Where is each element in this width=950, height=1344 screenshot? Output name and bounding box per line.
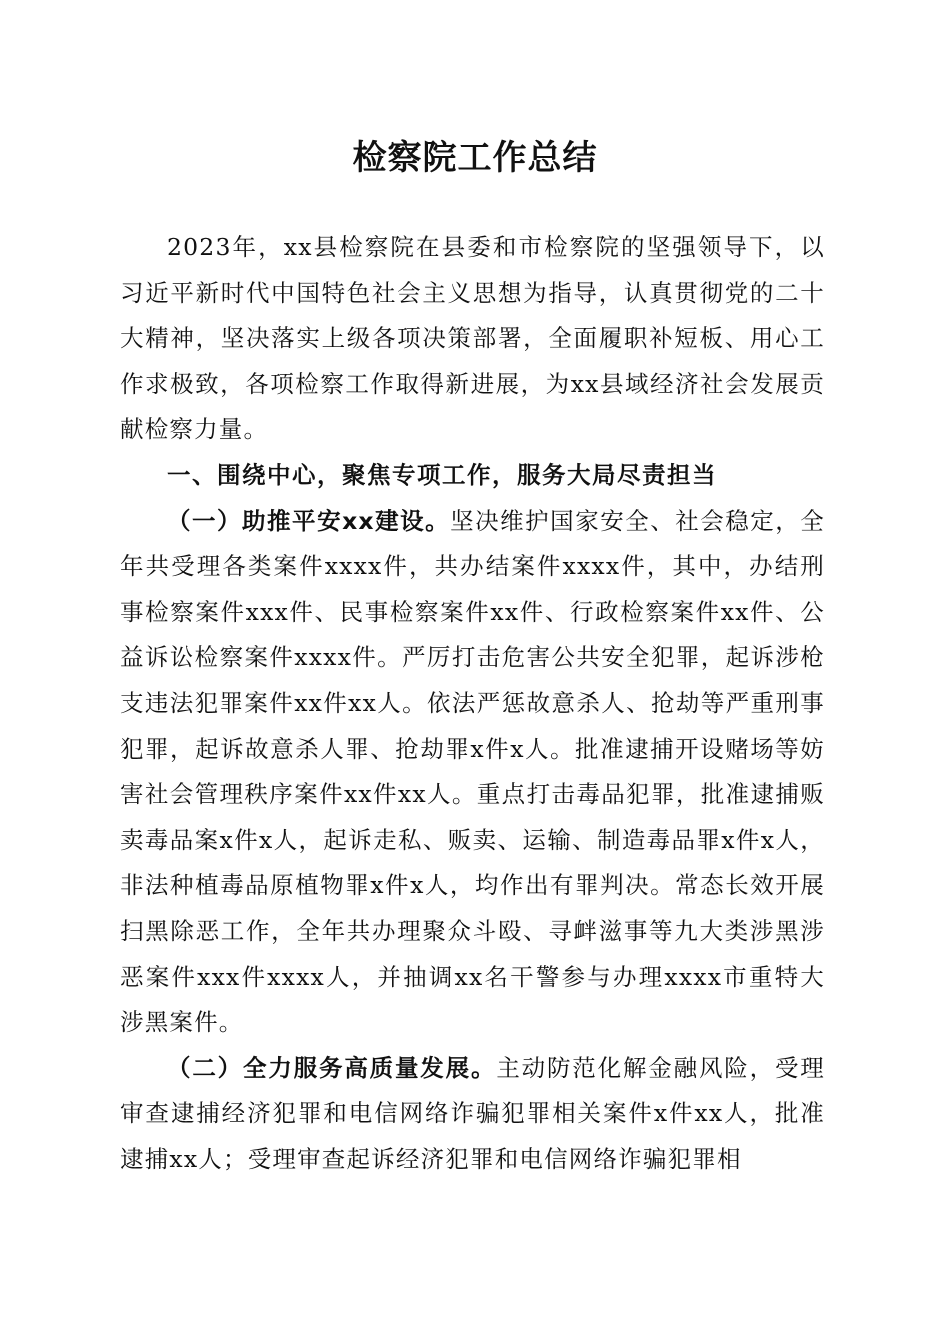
item-2-lead: （二）全力服务高质量发展。 <box>167 1053 497 1082</box>
item-2-body: 主动防范化解金融风险，受理审查逮捕经济犯罪和电信网络诈骗犯罪相关案件x件xx人，批准逮捕xx人；受理审查起诉经济犯罪和电信网络诈骗犯罪相 <box>120 1053 825 1173</box>
item-1-body: 坚决维护国家安全、社会稳定，全年共受理各类案件xxxx件，共办结案件xxxx件，其中，办结刑事检察案件xxx件、民事检察案件xx件、行政检察案件xx件、公益诉讼检察案件xxxx件。严厉打击危害公共安全犯罪，起诉涉枪支违法犯罪案件xx件xx人。依法严惩故意杀人、抢劫等严重刑事犯罪，起诉故意杀人罪、抢劫罪x件x人。批准逮捕开设赌场等妨害社会管理秩序案件xx件xx人。重点打击毒品犯罪，批准逮捕贩卖毒品案x件x人，起诉走私、贩卖、运输、制造毒品罪x件x人，非法种植毒品原植物罪x件x人，均作出有罪判决。常态长效开展扫黑除恶工作，全年共办理聚众斗殴、寻衅滋事等九大类涉黑涉恶案件xxx件xxxx人，并抽调xx名干警参与办理xxxx市重特大涉黑案件。 <box>120 506 825 1037</box>
intro-paragraph: 2023年，xx县检察院在县委和市检察院的坚强领导下，以习近平新时代中国特色社会主义思想为指导，认真贯彻党的二十大精神，坚决落实上级各项决策部署，全面履职补短板、用心工作求极致，各项检察工作取得新进展，为xx县域经济社会发展贡献检察力量。 <box>120 233 825 444</box>
paragraph-item-1 <box>120 499 825 1046</box>
paragraph-item-2 <box>120 1046 825 1183</box>
item-1-lead: （一）助推平安xx建设。 <box>167 506 451 535</box>
section-heading: 一、围绕中心，聚焦专项工作，服务大局尽责担当 <box>167 460 717 489</box>
document-title: 检察院工作总结 <box>352 138 598 178</box>
document-body <box>120 225 825 1182</box>
